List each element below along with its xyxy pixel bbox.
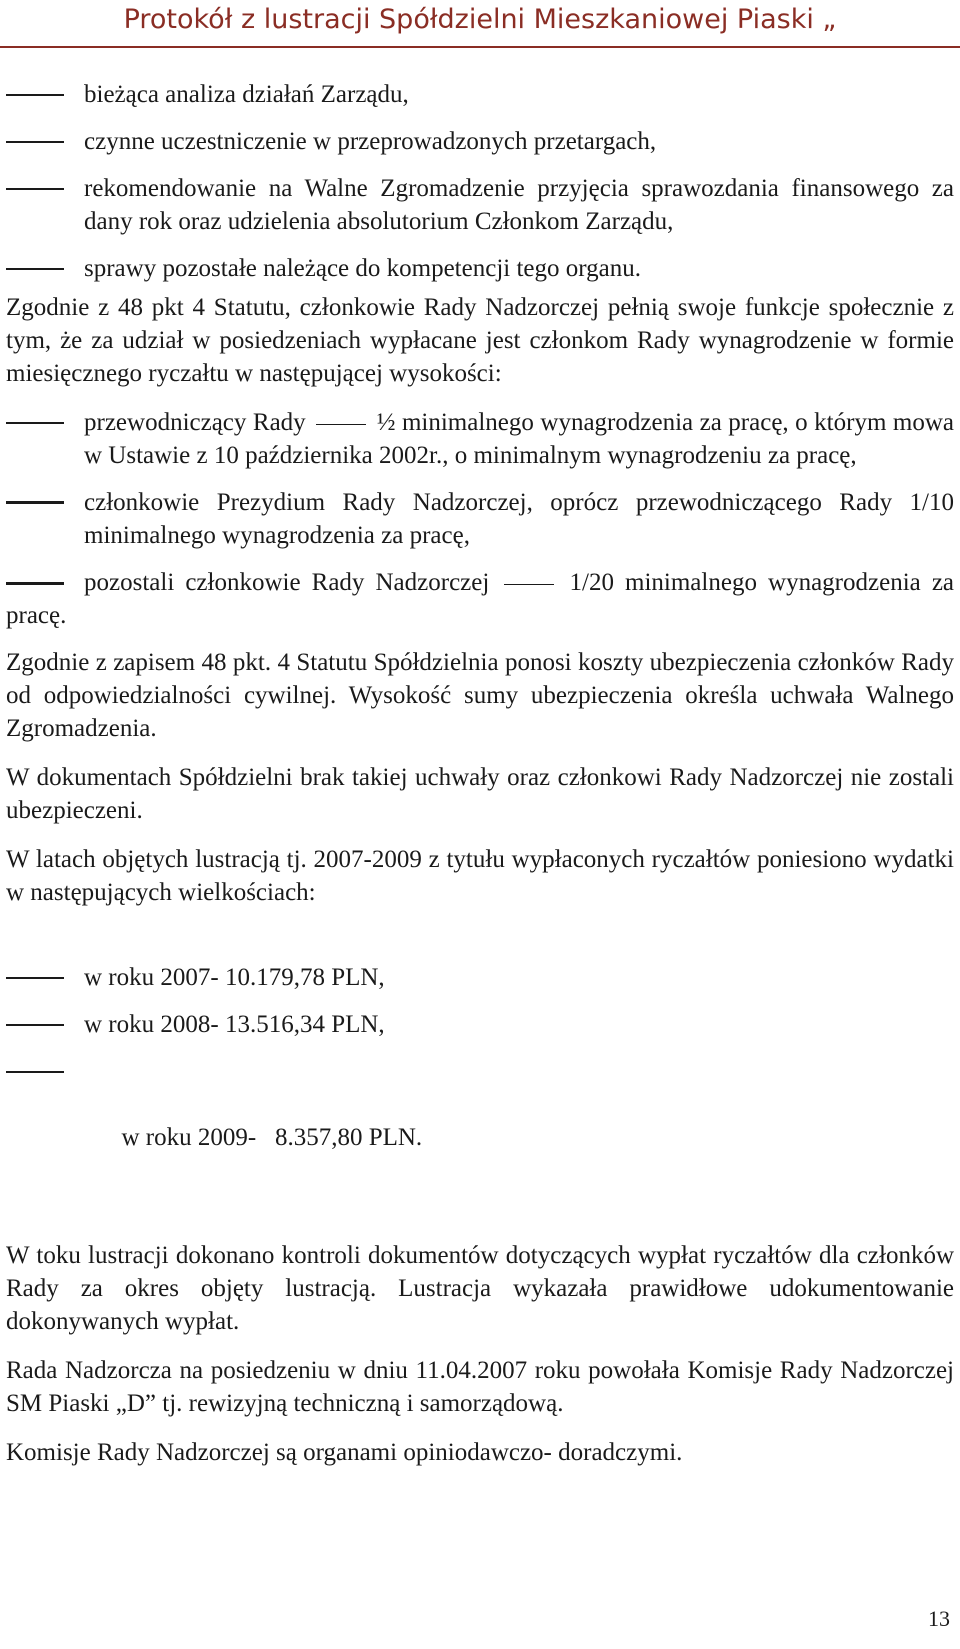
list-item: w roku 2009- 8.357,80 PLN. [6,1055,954,1187]
paragraph: Zgodnie z 48 pkt 4 Statutu, członkowie Rady Nadzorczej pełnią swoje funkcje społecznie z tym, że za udział w posiedzeniach wypłacane jest członkom Rady wynagrodzenie w formie miesięcznego ryczałtu w następującej wysokości: [6,294,954,387]
paragraph: Rada Nadzorcza na posiedzeniu w dniu 11.04.2007 roku powołała Komisje Rady Nadzorczej SM Piaski „D” tj. rewizyjną techniczną i samorządową. [6,1357,954,1417]
header-divider [0,46,960,48]
list-item: sprawy pozostałe należące do kompetencji tego organu. [6,252,954,285]
page-number: 13 [928,1606,950,1631]
list-item: przewodniczący Rady ½ minimalnego wynagrodzenia za pracę, o którym mowa w Ustawie z 10 października 2002r., o minimalnym wynagrodzeniu za pracę, [6,406,954,472]
paragraph: Zgodnie z zapisem 48 pkt. 4 Statutu Spółdzielnia ponosi koszty ubezpieczenia członków Rady od odpowiedzialności cywilnej. Wysokość sumy ubezpieczenia określa uchwała Walnego Zgromadzenia. [6,649,954,742]
list-item: bieżąca analiza działań Zarządu, [6,78,954,111]
paragraph: W latach objętych lustracją tj. 2007-2009 z tytułu wypłaconych ryczałtów poniesiono wydatki w następujących wielkościach: [6,846,954,906]
dash-bullet [6,501,64,504]
dash-bullet [6,1071,64,1073]
dash-bullet [6,188,64,190]
paragraph: Komisje Rady Nadzorczej są organami opiniodawczo- doradczymi. [6,1439,683,1466]
list-item: w roku 2007- 10.179,78 PLN, [6,961,954,994]
paragraph: W toku lustracji dokonano kontroli dokumentów dotyczących wypłat ryczałtów dla członków Rady za okres objęty lustracją. Lustracja wykazała prawidłowe udokumentowanie dokonywanych wypłat. [6,1242,954,1335]
inline-dash [504,584,554,586]
dash-bullet [6,1024,64,1026]
paragraph: W dokumentach Spółdzielni brak takiej uchwały oraz członkowi Rady Nadzorczej nie zostali ubezpieczeni. [6,764,954,824]
list-item: członkowie Prezydium Rady Nadzorczej, oprócz przewodniczącego Rady 1/10 minimalnego wynagrodzenia za pracę, [6,486,954,552]
dash-bullet [6,422,64,424]
dash-bullet [6,94,64,96]
list-item: czynne uczestniczenie w przeprowadzonych przetargach, [6,125,954,158]
inline-dash [316,424,366,426]
dash-bullet [6,141,64,143]
page-header: Protokół z lustracji Spółdzielni Mieszkaniowej Piaski „ [123,4,837,35]
dash-bullet [6,582,64,585]
list-item: pozostali członkowie Rady Nadzorczej 1/20 minimalnego wynagrodzenia za pracę. [6,569,955,629]
list-item: w roku 2008- 13.516,34 PLN, [6,1008,954,1041]
list-item: rekomendowanie na Walne Zgromadzenie przyjęcia sprawozdania finansowego za dany rok oraz udzielenia absolutorium Członkom Zarządu, [6,172,954,238]
dash-bullet [6,977,64,979]
dash-bullet [6,268,64,270]
document-body [6,78,954,1485]
